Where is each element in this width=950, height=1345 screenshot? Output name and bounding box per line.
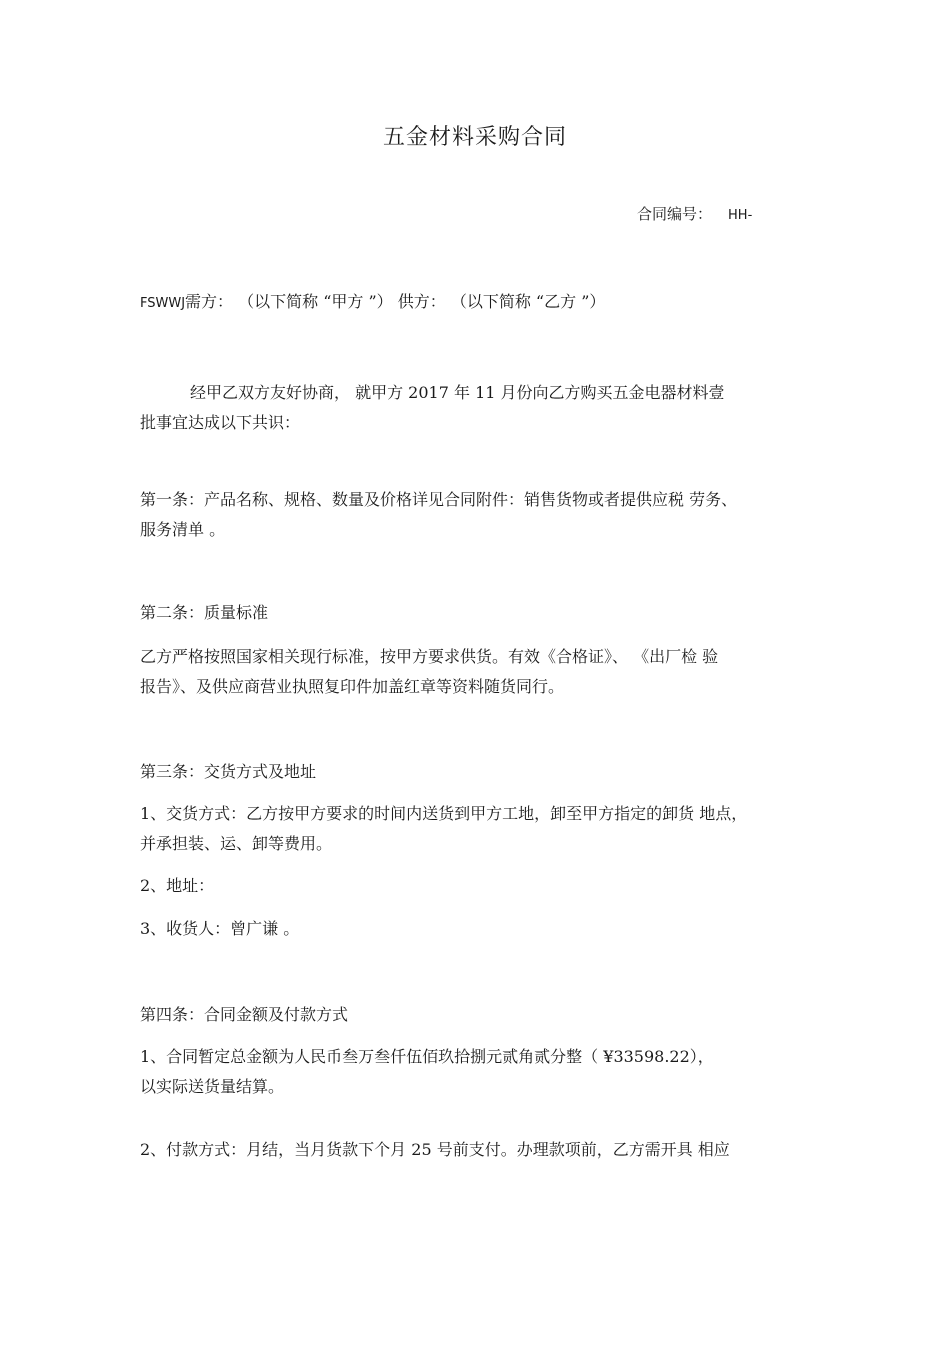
contract-number-label: 合同编号： bbox=[637, 205, 713, 223]
article-3-item-1 bbox=[140, 799, 820, 859]
intro-paragraph bbox=[140, 378, 820, 438]
parties-line bbox=[140, 289, 605, 312]
parties-text: 需方： （以下简称 “甲方 ”） 供方： （以下简称 “乙方 ”） bbox=[185, 292, 606, 311]
article-4-item-1 bbox=[140, 1042, 820, 1102]
document-title: 五金材料采购合同 bbox=[382, 125, 567, 150]
article-3-heading: 第三条：交货方式及地址 bbox=[140, 762, 317, 781]
article-1 bbox=[140, 485, 820, 545]
article-4-item-1-line-1: 1、合同暂定总金额为人民币叁万叁仟伍佰玖拾捌元贰角贰分整（ ¥33598.22）， bbox=[140, 1047, 714, 1066]
intro-line-1: 经甲乙双方友好协商， 就甲方 2017 年 11 月份向乙方购买五金电器材料壹 bbox=[190, 383, 725, 402]
intro-line-2: 批事宜达成以下共识： bbox=[140, 413, 301, 432]
article-3-item-1-line-1: 1、交货方式：乙方按甲方要求的时间内送货到甲方工地，卸至甲方指定的卸货 地点， bbox=[140, 804, 748, 823]
contract-number-value: HH- bbox=[728, 208, 753, 223]
article-2-line-2: 报告》、及供应商营业执照复印件加盖红章等资料随货同行。 bbox=[140, 677, 565, 696]
article-2-heading: 第二条：质量标准 bbox=[140, 603, 269, 622]
contract-number bbox=[637, 203, 752, 224]
article-3-item-2: 2、地址： bbox=[140, 876, 215, 895]
article-3-item-1-line-2: 并承担装、运、卸等费用。 bbox=[140, 834, 333, 853]
article-1-line-2: 服务清单 。 bbox=[140, 520, 226, 539]
article-4-heading: 第四条：合同金额及付款方式 bbox=[140, 1005, 349, 1024]
article-4-item-2-line-1: 2、付款方式：月结，当月货款下个月 25 号前支付。办理款项前，乙方需开具 相应 bbox=[140, 1140, 730, 1159]
article-4-item-2 bbox=[140, 1135, 820, 1165]
article-3-item-3: 3、收货人：曾广谦 。 bbox=[140, 919, 300, 938]
article-1-line-1: 第一条：产品名称、规格、数量及价格详见合同附件：销售货物或者提供应税 劳务、 bbox=[140, 490, 738, 509]
parties-prefix: FSWWJ bbox=[140, 296, 186, 311]
article-2-line-1: 乙方严格按照国家相关现行标准，按甲方要求供货。有效《合格证》、 《出厂检 验 bbox=[140, 647, 719, 666]
article-2-body bbox=[140, 642, 820, 702]
article-4-item-1-line-2: 以实际送货量结算。 bbox=[140, 1077, 285, 1096]
